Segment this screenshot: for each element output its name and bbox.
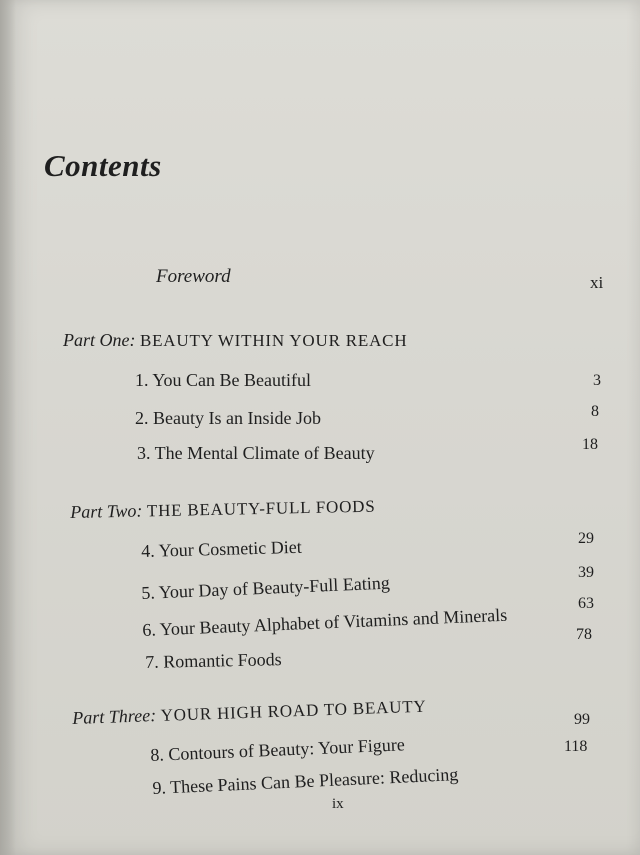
toc-page: 39 [578,564,594,581]
toc-entry: 3. The Mental Climate of Beauty [137,443,375,463]
toc-entry: 4. Your Cosmetic Diet [141,536,302,561]
part-two-heading [70,496,376,523]
page-title: Contents [44,148,162,183]
toc-entry: 1. You Can Be Beautiful [135,370,312,390]
toc-entry: 7. Romantic Foods [145,649,282,672]
part-one-heading [63,330,407,351]
toc-page: 78 [576,626,592,643]
part-title: BEAUTY WITHIN YOUR REACH [139,331,408,350]
toc-entry: 5. Your Day of Beauty-Full Eating [141,572,391,603]
foreword-label: Foreword [156,266,231,287]
toc-entry: 6. Your Beauty Alphabet of Vitamins and Minerals [142,604,508,640]
toc-page: 29 [578,530,594,547]
part-label: Part Three: [72,705,157,728]
part-label: Part Two: [70,500,143,522]
toc-page: 8 [591,403,599,420]
toc-page: 18 [582,436,598,453]
part-title: YOUR HIGH ROAD TO BEAUTY [160,696,427,725]
toc-entry: 8. Contours of Beauty: Your Figure [150,734,406,765]
part-label: Part One: [63,330,136,350]
page-number: ix [332,796,344,812]
toc-entry: 2. Beauty Is an Inside Job [135,408,321,428]
toc-page: 3 [593,372,601,389]
part-three-heading [72,696,427,729]
toc-page: 63 [578,595,594,612]
foreword-page: xi [590,273,604,292]
binding-shadow [0,0,16,855]
toc-entry: 9. These Pains Can Be Pleasure: Reducing [152,764,459,798]
part-title: THE BEAUTY-FULL FOODS [146,496,376,521]
toc-page: 99 [574,711,590,728]
toc-page: 118 [564,738,588,755]
